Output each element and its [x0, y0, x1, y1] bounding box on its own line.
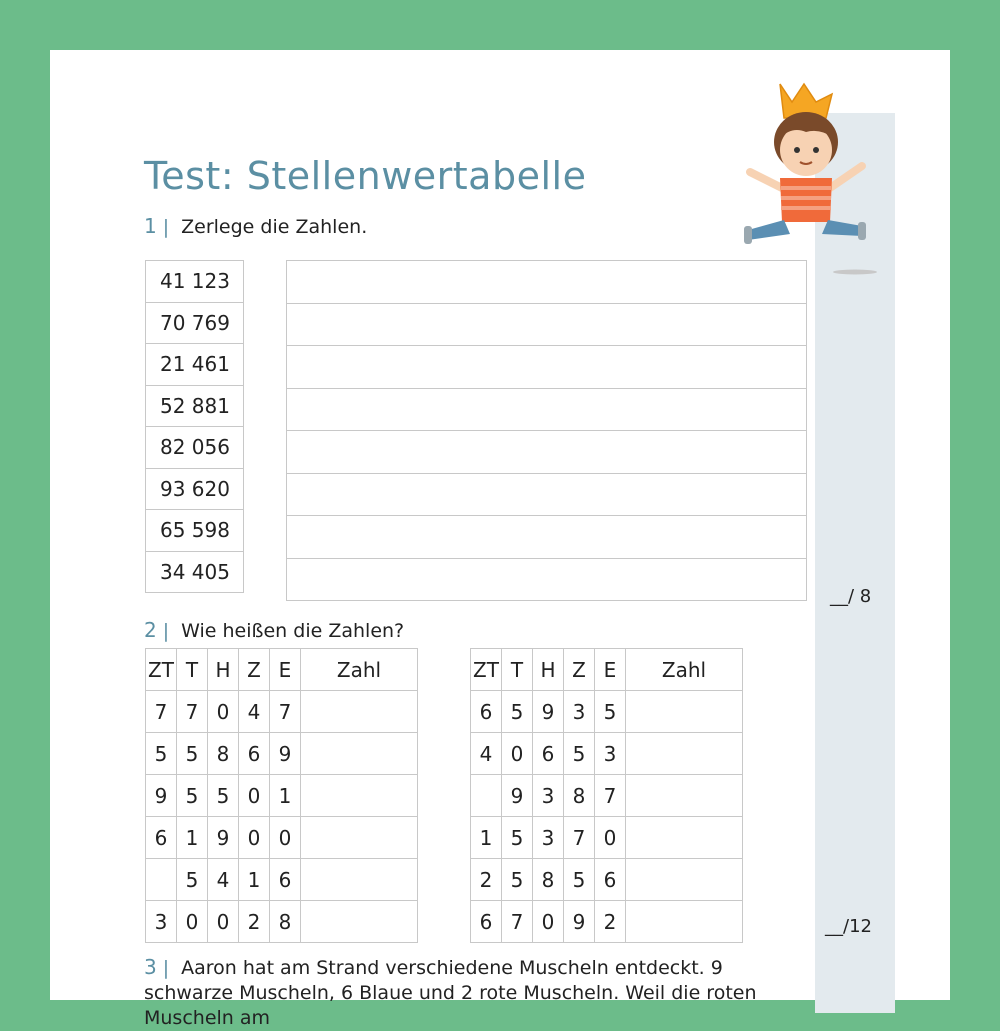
digit-cell: 0 [270, 817, 301, 859]
number-cell: 34 405 [146, 551, 244, 593]
answer-field[interactable] [287, 516, 807, 559]
table-row [471, 859, 743, 901]
table-row [146, 302, 244, 344]
digit-cell: 5 [177, 733, 208, 775]
digit-cell: 7 [146, 691, 177, 733]
task-2-instruction: Wie heißen die Zahlen? [181, 620, 405, 642]
number-answer-field[interactable] [626, 859, 743, 901]
digit-cell: 6 [533, 733, 564, 775]
digit-cell: 2 [471, 859, 502, 901]
table-row [146, 510, 244, 552]
digit-cell: 0 [208, 691, 239, 733]
table-row [146, 775, 418, 817]
task-2-number: 2 [144, 618, 157, 642]
digit-cell: 5 [177, 775, 208, 817]
table-row [287, 431, 807, 474]
number-answer-field[interactable] [301, 817, 418, 859]
answer-field[interactable] [287, 303, 807, 346]
column-header: T [177, 649, 208, 691]
task-1-number: 1 [144, 214, 157, 238]
number-answer-field[interactable] [626, 691, 743, 733]
digit-cell: 1 [239, 859, 270, 901]
digit-cell: 6 [146, 817, 177, 859]
table-row [146, 901, 418, 943]
digit-cell: 8 [564, 775, 595, 817]
digit-cell: 4 [208, 859, 239, 901]
digit-cell: 2 [595, 901, 626, 943]
digit-cell: 5 [564, 859, 595, 901]
page-title: Test: Stellenwertabelle [144, 154, 587, 198]
number-answer-field[interactable] [626, 817, 743, 859]
digit-cell: 9 [270, 733, 301, 775]
table-row [287, 473, 807, 516]
number-answer-field[interactable] [301, 733, 418, 775]
table-row [287, 516, 807, 559]
column-header: H [533, 649, 564, 691]
digit-cell: 9 [146, 775, 177, 817]
digit-cell: 7 [270, 691, 301, 733]
number-answer-field[interactable] [626, 733, 743, 775]
digit-cell: 5 [502, 817, 533, 859]
table-row [287, 388, 807, 431]
number-answer-field[interactable] [301, 691, 418, 733]
task-separator: | [162, 957, 170, 979]
digit-cell: 5 [177, 859, 208, 901]
table-row [471, 901, 743, 943]
table-row [471, 691, 743, 733]
digit-cell: 5 [502, 859, 533, 901]
number-cell: 93 620 [146, 468, 244, 510]
digit-cell: 1 [177, 817, 208, 859]
digit-cell: 3 [533, 775, 564, 817]
column-header: Zahl [626, 649, 743, 691]
digit-cell: 7 [177, 691, 208, 733]
table-row [146, 817, 418, 859]
task-2-score: __/12 [825, 916, 872, 937]
answer-field[interactable] [287, 346, 807, 389]
task-1-instruction-line [144, 214, 367, 238]
digit-cell: 9 [502, 775, 533, 817]
task-2-instruction-line [144, 618, 404, 642]
digit-cell: 0 [239, 817, 270, 859]
number-answer-field[interactable] [301, 901, 418, 943]
column-header: T [502, 649, 533, 691]
table-row [471, 733, 743, 775]
boy-with-crown-illustration [740, 80, 880, 280]
answer-field[interactable] [287, 388, 807, 431]
digit-cell: 6 [239, 733, 270, 775]
task-separator: | [162, 620, 170, 642]
digit-cell: 9 [564, 901, 595, 943]
number-answer-field[interactable] [301, 859, 418, 901]
table-row [146, 691, 418, 733]
digit-cell: 1 [471, 817, 502, 859]
answer-field[interactable] [287, 261, 807, 304]
number-cell: 65 598 [146, 510, 244, 552]
digit-cell: 5 [564, 733, 595, 775]
table-row [287, 346, 807, 389]
digit-cell: 3 [533, 817, 564, 859]
digit-cell: 0 [177, 901, 208, 943]
place-value-table-right [470, 648, 743, 943]
digit-cell: 3 [146, 901, 177, 943]
column-header: Z [564, 649, 595, 691]
task-3-text-block [144, 955, 764, 1031]
number-answer-field[interactable] [626, 775, 743, 817]
digit-cell: 5 [208, 775, 239, 817]
answer-field[interactable] [287, 558, 807, 601]
number-cell: 70 769 [146, 302, 244, 344]
table-row [146, 427, 244, 469]
table-row [287, 261, 807, 304]
table-header-row [471, 649, 743, 691]
digit-cell: 6 [471, 691, 502, 733]
column-header: ZT [471, 649, 502, 691]
decomposition-answer-table [286, 260, 807, 601]
column-header: H [208, 649, 239, 691]
digit-cell: 0 [208, 901, 239, 943]
digit-cell: 9 [208, 817, 239, 859]
digit-cell: 8 [270, 901, 301, 943]
digit-cell: 3 [564, 691, 595, 733]
digit-cell: 6 [270, 859, 301, 901]
answer-field[interactable] [287, 473, 807, 516]
digit-cell: 5 [595, 691, 626, 733]
digit-cell [471, 775, 502, 817]
table-row [146, 344, 244, 386]
column-header: E [595, 649, 626, 691]
table-row [146, 551, 244, 593]
column-header: E [270, 649, 301, 691]
numbers-table [145, 260, 244, 593]
table-row [146, 468, 244, 510]
column-header: Z [239, 649, 270, 691]
task-1-score: __/ 8 [830, 586, 872, 607]
number-cell: 82 056 [146, 427, 244, 469]
table-row [471, 775, 743, 817]
digit-cell: 0 [502, 733, 533, 775]
digit-cell: 5 [146, 733, 177, 775]
digit-cell: 7 [564, 817, 595, 859]
task-1-instruction: Zerlege die Zahlen. [181, 216, 368, 238]
digit-cell: 0 [595, 817, 626, 859]
place-value-table-left [145, 648, 418, 943]
task-3-text: Aaron hat am Strand verschiedene Muscheln entdeckt. 9 schwarze Muscheln, 6 Blaue und 2 rote Muscheln. Weil die roten Muscheln am [144, 957, 757, 1029]
digit-cell: 1 [270, 775, 301, 817]
table-row [287, 303, 807, 346]
task-3-number: 3 [144, 955, 157, 979]
digit-cell: 5 [502, 691, 533, 733]
digit-cell: 0 [239, 775, 270, 817]
table-row [146, 261, 244, 303]
table-row [146, 733, 418, 775]
table-row [146, 385, 244, 427]
table-row [287, 558, 807, 601]
digit-cell: 7 [502, 901, 533, 943]
digit-cell: 2 [239, 901, 270, 943]
table-row [146, 859, 418, 901]
column-header: Zahl [301, 649, 418, 691]
answer-field[interactable] [287, 431, 807, 474]
digit-cell: 0 [533, 901, 564, 943]
digit-cell [146, 859, 177, 901]
digit-cell: 7 [595, 775, 626, 817]
digit-cell: 4 [471, 733, 502, 775]
number-answer-field[interactable] [626, 901, 743, 943]
task-separator: | [162, 216, 170, 238]
table-header-row [146, 649, 418, 691]
number-answer-field[interactable] [301, 775, 418, 817]
column-header: ZT [146, 649, 177, 691]
digit-cell: 3 [595, 733, 626, 775]
digit-cell: 4 [239, 691, 270, 733]
number-cell: 41 123 [146, 261, 244, 303]
digit-cell: 6 [471, 901, 502, 943]
digit-cell: 6 [595, 859, 626, 901]
worksheet-page [50, 50, 950, 1029]
table-row [471, 817, 743, 859]
digit-cell: 9 [533, 691, 564, 733]
number-cell: 52 881 [146, 385, 244, 427]
digit-cell: 8 [533, 859, 564, 901]
digit-cell: 8 [208, 733, 239, 775]
number-cell: 21 461 [146, 344, 244, 386]
